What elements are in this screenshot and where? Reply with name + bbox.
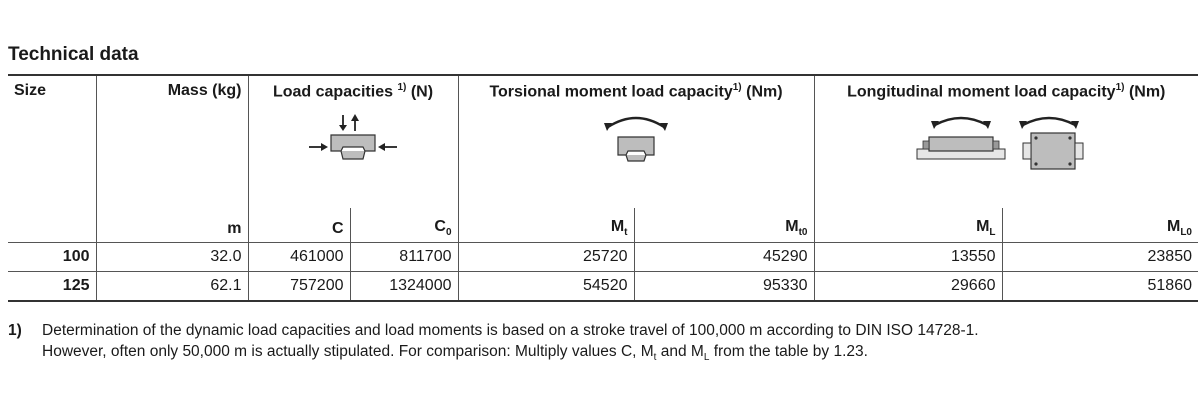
cell-size: 100 <box>8 243 96 272</box>
footnote-line-2 <box>42 341 1193 368</box>
header-longitudinal-label: Longitudinal moment load capacity <box>847 83 1116 101</box>
torsional-moment-icon <box>596 109 676 169</box>
header-torsional-unit: (Nm) <box>746 83 783 101</box>
cell-C0: 811700 <box>350 243 458 272</box>
footnote-marker: 1) <box>8 322 22 339</box>
technical-data-table <box>8 74 1198 302</box>
cell-ML0: 51860 <box>1002 272 1198 302</box>
footnote <box>8 320 1193 368</box>
subheader-Mt <box>458 208 634 243</box>
header-mass: Mass (kg) <box>96 75 248 208</box>
cell-ML: 29660 <box>814 272 1002 302</box>
subheader-Mt0 <box>634 208 814 243</box>
subheader-ML <box>814 208 1002 243</box>
subheader-Mt-base: M <box>610 217 625 235</box>
footnote-line-2-part-b: and M <box>656 343 704 360</box>
subheader-ML0-sub: L0 <box>1180 227 1192 238</box>
subheader-Mt0-sub: t0 <box>798 227 808 238</box>
cell-mass: 62.1 <box>96 272 248 302</box>
subheader-ML0-base: M <box>1167 217 1181 235</box>
subheader-C: C <box>248 208 350 243</box>
cell-Mt: 54520 <box>458 272 634 302</box>
cell-Mt0: 95330 <box>634 272 814 302</box>
header-longitudinal-unit: (Nm) <box>1128 83 1166 101</box>
cell-size: 125 <box>8 272 96 302</box>
footnote-line-2-part-c: from the table by 1.23. <box>709 343 868 360</box>
table-row <box>8 243 1198 272</box>
footnote-body <box>42 320 1193 368</box>
cell-C: 757200 <box>248 272 350 302</box>
subheader-C0-sub: 0 <box>445 227 452 238</box>
cell-ML: 13550 <box>814 243 1002 272</box>
header-load-unit: (N) <box>410 83 434 101</box>
cell-mass: 32.0 <box>96 243 248 272</box>
footnote-line-2-sub-t: t <box>653 352 657 364</box>
header-load-capacities <box>248 75 458 208</box>
header-torsional-moment <box>458 75 814 208</box>
cell-Mt: 25720 <box>458 243 634 272</box>
subheader-mass-symbol: m <box>96 208 248 243</box>
load-direction-icon <box>303 109 403 169</box>
header-load-label: Load capacities <box>272 83 393 101</box>
cell-ML0: 23850 <box>1002 243 1198 272</box>
subheader-ML-sub: L <box>989 227 996 238</box>
subheader-ML0 <box>1002 208 1198 243</box>
header-torsional-label: Torsional moment load capacity <box>489 83 733 101</box>
longitudinal-moment-icon <box>911 109 1101 173</box>
subheader-Mt0-base: M <box>785 217 799 235</box>
footnote-line-2-part-a: However, often only 50,000 m is actually stipulated. For comparison: Multiply values C, M <box>42 343 654 360</box>
subheader-Mt-sub: t <box>624 227 628 238</box>
cell-C: 461000 <box>248 243 350 272</box>
subheader-C0 <box>350 208 458 243</box>
header-load-footnote-ref: 1) <box>397 82 407 93</box>
subheader-size-empty <box>8 208 96 243</box>
header-torsional-footnote-ref: 1) <box>732 82 742 93</box>
subheader-C0-base: C <box>434 217 446 235</box>
page-title: Technical data <box>8 44 139 65</box>
footnote-line-1: Determination of the dynamic load capacities and load moments is based on a stroke travel of 100,000 m according to DIN ISO 14728-1. <box>42 322 979 339</box>
subheader-ML-base: M <box>976 217 990 235</box>
footnote-line-2-sub-l: L <box>703 352 710 364</box>
header-longitudinal-moment <box>814 75 1198 208</box>
cell-C0: 1324000 <box>350 272 458 302</box>
header-size: Size <box>8 75 96 208</box>
cell-Mt0: 45290 <box>634 243 814 272</box>
header-longitudinal-footnote-ref: 1) <box>1115 82 1125 93</box>
table-row <box>8 272 1198 302</box>
